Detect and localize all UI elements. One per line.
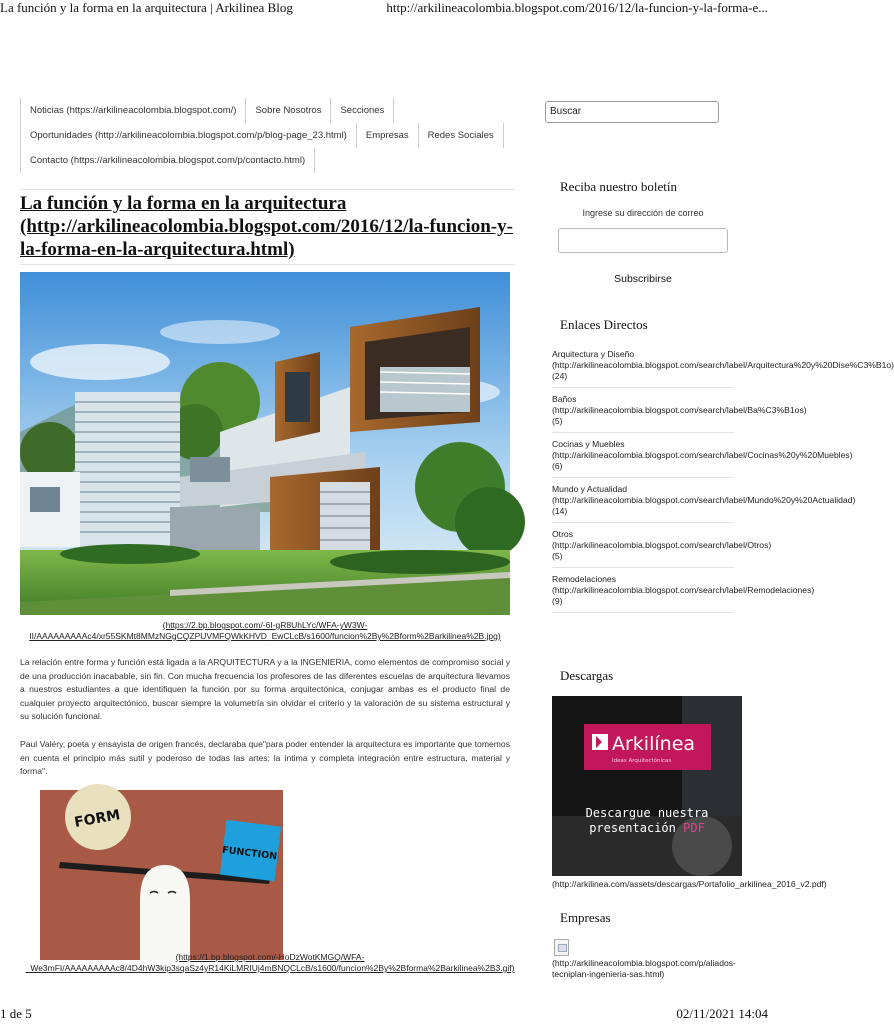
title-divider [20, 264, 515, 265]
email-field[interactable] [558, 228, 728, 253]
post-title-link[interactable]: La función y la forma en la arquitectura (http://arkilineacolombia.blogspot.com/2016/12/la-funcion-y-la-forma-en-la-arquitectura.html) [20, 193, 513, 260]
architecture-photo [20, 272, 510, 615]
link-arquitectura-diseno[interactable]: Arquitectura y Diseño (http://arkilineacolombia.blogspot.com/search/label/Arquitectura%20y%20Dise%C3%B1o) (24) [552, 349, 734, 388]
nav-item-empresas[interactable]: Empresas [356, 123, 418, 148]
newsletter-label: Ingrese su dirección de correo [582, 208, 704, 218]
links-heading: Enlaces Directos [560, 317, 648, 332]
broken-image-icon[interactable] [554, 939, 569, 956]
direct-links-list [552, 349, 894, 619]
banner-line-2a: presentación [589, 821, 676, 835]
print-datetime: 02/11/2021 14:04 [676, 1006, 768, 1021]
function-label: FUNCTION [221, 844, 278, 863]
nav-item-secciones[interactable]: Secciones [330, 98, 394, 123]
hero-image-architecture[interactable] [20, 272, 510, 615]
nav-item-contacto[interactable]: Contacto (https://arkilineacolombia.blogspot.com/p/contacto.html) [20, 148, 315, 173]
main-nav [20, 98, 520, 173]
subscribe-button[interactable]: Subscribirse [614, 273, 672, 285]
nav-item-redes-sociales[interactable]: Redes Sociales [418, 123, 504, 148]
download-link[interactable]: (http://arkilinea.com/assets/descargas/Portafolio_arkilinea_2016_v2.pdf) [552, 879, 827, 889]
print-page-title: La función y la forma en la arquitectura | Arkilinea Blog [0, 0, 293, 15]
link-cocinas-muebles[interactable]: Cocinas y Muebles (http://arkilineacolombia.blogspot.com/search/label/Cocinas%20y%20Muebles) (6) [552, 439, 734, 478]
form-function-drawing [40, 790, 283, 960]
link-mundo-actualidad[interactable]: Mundo y Actualidad (http://arkilineacolombia.blogspot.com/search/label/Mundo%20y%20Actualidad) (14) [552, 484, 734, 523]
print-header [0, 0, 768, 18]
banner-line-1: Descargue nuestra [585, 806, 709, 820]
nav-row [20, 123, 520, 148]
nav-item-noticias[interactable]: Noticias (https://arkilineacolombia.blogspot.com/) [20, 98, 245, 123]
nav-divider [20, 189, 515, 190]
image-1-source-link[interactable]: (https://2.bp.blogspot.com/-6I-gR8UhLYc/WFA-yW3W-II/AAAAAAAAAc4/xr55SKMt8MMzNGgCQZPUVMFQWkKHVD_EwCLcB/s1600/funcion%2By%2Bform%2Barkilinea%2B.jpg) [29, 620, 501, 641]
banner-line-2b: PDF [683, 821, 705, 835]
newsletter-heading: Reciba nuestro boletín [560, 179, 677, 194]
link-remodelaciones[interactable]: Remodelaciones (http://arkilineacolombia.blogspot.com/search/label/Remodelaciones) (9) [552, 574, 734, 613]
body-paragraph: La relación entre forma y función está ligada a la ARQUITECTURA y a la INGENIERIA, como elementos de compromiso social y de una producción inacabable, sin fin. Con mucha frecuencia los profesores de las diferentes escuelas de arquitectura llevamos a nuestros estudiantes a que identifiquen la función por su forma arquitectónica, conjugar ambas es el producto final de cualquier proyecto arquitectónico, buscar siempre la volumetría sin olvidar el criterio y la valoración de su sistema estructural y su solución funcional. [20, 657, 510, 721]
body-paragraph: Paul Valéry, poeta y ensayista de origen francés, declaraba que"para poder entender la arquitectura es importante que tomemos en cuenta el principio más sutil y poderoso de todas las artes: la íntima y completa integración entre estructura, material y forma". [20, 739, 510, 776]
search-input[interactable]: Buscar [545, 101, 719, 123]
banner-line-2 [589, 821, 705, 835]
nav-item-sobre-nosotros[interactable]: Sobre Nosotros [245, 98, 330, 123]
page-number: 1 de 5 [0, 1006, 32, 1021]
print-footer [0, 1006, 768, 1024]
nav-row [20, 98, 520, 123]
banner-brand: Arkilínea [612, 733, 696, 755]
form-function-illustration[interactable] [40, 790, 283, 960]
banner-tagline: Ideas Arquitectónicas [612, 758, 672, 764]
companies-heading: Empresas [560, 910, 611, 925]
nav-item-oportunidades[interactable]: Oportunidades (http://arkilineacolombia.blogspot.com/p/blog-page_23.html) [20, 123, 356, 148]
download-presentation-banner[interactable] [552, 696, 742, 876]
downloads-heading: Descargas [560, 668, 614, 683]
company-link[interactable]: (http://arkilineacolombia.blogspot.com/p/aliados-tecniplan-ingenieria-sas.html) [552, 958, 736, 979]
nav-row [20, 148, 520, 173]
form-label: FORM [73, 807, 122, 831]
print-page-url: http://arkilineacolombia.blogspot.com/2016/12/la-funcion-y-la-forma-e... [386, 0, 768, 15]
download-banner-art [552, 696, 742, 876]
image-2-source-link[interactable]: (https://1.bp.blogspot.com/-HoDzWotKMGQ/WFA-_We3mFI/AAAAAAAAAc8/4D4hW3kip3sqaSz4yR14KiLMRIUj4mBNQCLcB/s1600/funcion%2By%2Bforma%2Barkilinea%2B3.gif) [25, 952, 515, 973]
link-banos[interactable]: Baños (http://arkilineacolombia.blogspot.com/search/label/Ba%C3%B1os) (5) [552, 394, 734, 433]
link-otros[interactable]: Otros (http://arkilineacolombia.blogspot.com/search/label/Otros) (5) [552, 529, 734, 568]
